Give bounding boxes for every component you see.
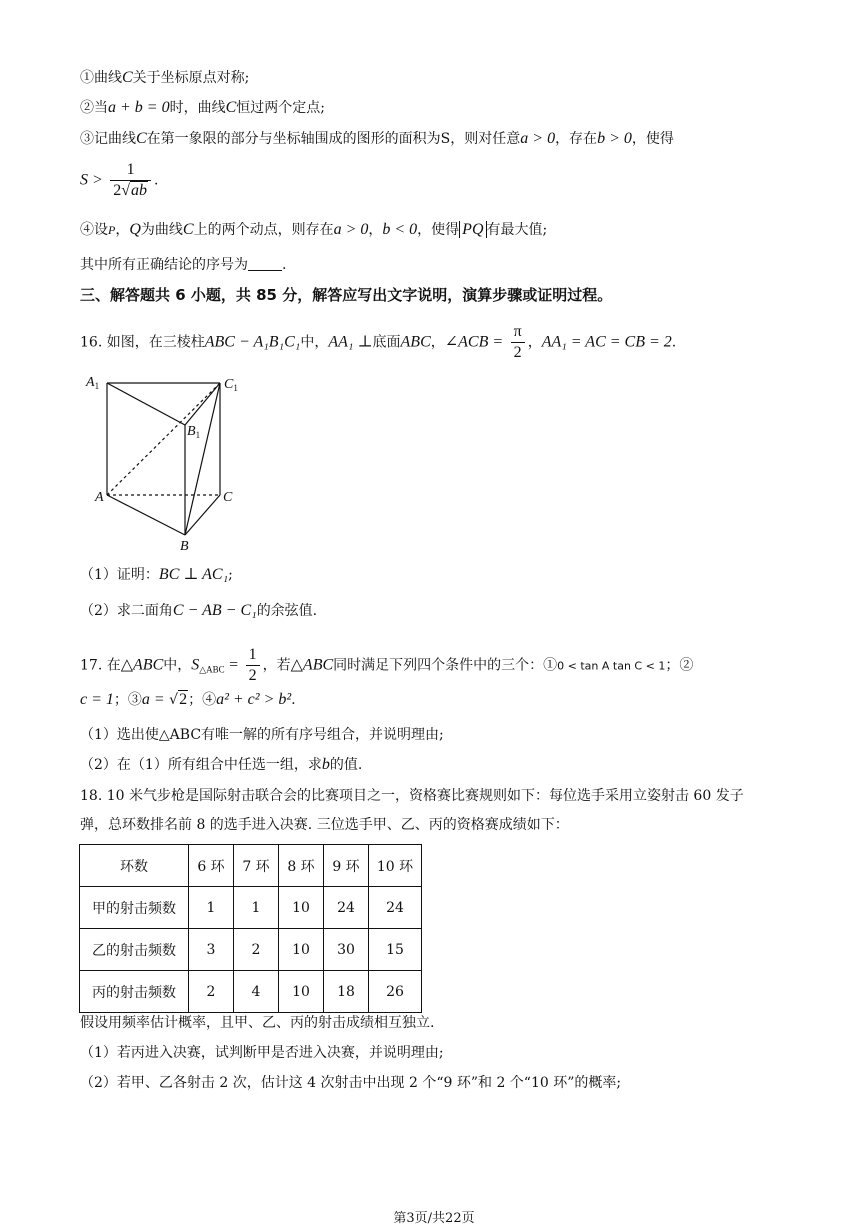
problem-17-q2: （2）在（1）所有组合中任选一组，求b的值.	[80, 756, 363, 773]
diagonal-bc1	[185, 383, 220, 535]
problem-18-line1: 18. 10 米气步枪是国际射击联合会的比赛项目之一，资格赛比赛规则如下：每位选手采用立姿射击 60 发子	[80, 788, 744, 804]
problem-16-q2: （2）求二面角C − AB − C₁的余弦值.	[80, 602, 318, 619]
statement-3-inequality: S > $\frac{1}{2√ab}$ .	[80, 161, 159, 199]
statement-1: ①曲线C关于坐标原点对称;	[80, 69, 250, 86]
table-cell: 3	[189, 929, 234, 971]
problem-18-line2: 弹，总环数排名前 8 的选手进入决赛. 三位选手甲、乙、丙的资格赛成绩如下：	[80, 817, 569, 833]
section-heading: 三、解答题共 6 小题，共 85 分，解答应写出文字说明，演算步骤或证明过程。	[80, 286, 613, 304]
table-header-row	[80, 845, 422, 887]
table-cell: 24	[369, 887, 422, 929]
problem-17-statement: 17. 在△ABC中，$S_{\triangle ABC}$ = $\frac{1}{2}$ ，若△ABC同时满足下列四个条件中的三个：①0 < tan A tan C < 1；②	[80, 646, 694, 684]
table-cell: 丙的射击频数	[80, 971, 189, 1013]
table-cell: 1	[234, 887, 279, 929]
scores-table	[79, 844, 422, 1013]
label-a: A	[95, 490, 104, 505]
edge-bc	[185, 495, 220, 535]
table-cell: 30	[324, 929, 369, 971]
table-row	[80, 887, 422, 929]
fraction-pi-over-2: $\frac{\pi}{2}$	[511, 322, 525, 363]
problem-18-q2: （2）若甲、乙各射击 2 次，估计这 4 次射击中出现 2 个“9 环”和 2 个“10 环”的概率;	[80, 1075, 622, 1091]
header-cell: 环数	[80, 845, 189, 887]
label-c: C	[223, 490, 233, 505]
fraction-half: $\frac{1}{2}$	[246, 645, 260, 686]
fraction: $\frac{1}{2√ab}$	[110, 160, 151, 201]
problem-17-q1: （1）选出使△ABC有唯一解的所有序号组合，并说明理由;	[80, 727, 444, 743]
statement-3: ③记曲线C在第一象限的部分与坐标轴围成的图形的面积为S，则对任意a > 0，存在b > 0，使得	[80, 130, 674, 147]
header-cell: 9 环	[324, 845, 369, 887]
header-cell: 7 环	[234, 845, 279, 887]
table-cell: 10	[279, 887, 324, 929]
table-cell: 乙的射击频数	[80, 929, 189, 971]
prism-figure	[80, 370, 260, 555]
table-cell: 18	[324, 971, 369, 1013]
problem-17-conditions: c = 1；③a = √2；④a² + c² > b².	[80, 691, 296, 708]
table-cell: 4	[234, 971, 279, 1013]
label-c1: $C_1$	[224, 377, 238, 393]
table-cell: 15	[369, 929, 422, 971]
label-b1: $B_1$	[187, 424, 201, 440]
problem-16-q1: （1）证明：BC ⊥ AC₁;	[80, 566, 233, 583]
statement-4: ④设P，Q为曲线C上的两个动点，则存在a > 0，b < 0，使得 PQ 有最大值;	[80, 221, 548, 238]
table-cell: 1	[189, 887, 234, 929]
table-cell: 2	[189, 971, 234, 1013]
table-cell: 10	[279, 971, 324, 1013]
table-cell: 甲的射击频数	[80, 887, 189, 929]
table-row	[80, 971, 422, 1013]
header-cell: 6 环	[189, 845, 234, 887]
problem-18-assumption: 假设用频率估计概率，且甲、乙、丙的射击成绩相互独立.	[80, 1015, 435, 1031]
problem-18-q1: （1）若丙进入决赛，试判断甲是否进入决赛，并说明理由;	[80, 1045, 444, 1061]
answer-prompt: 其中所有正确结论的序号为 .	[80, 257, 287, 273]
table-cell: 2	[234, 929, 279, 971]
page-footer: 第3页/共22页	[393, 1211, 475, 1226]
statement-2: ②当a + b = 0时，曲线C恒过两个定点;	[80, 99, 325, 116]
table-cell: 24	[324, 887, 369, 929]
table-row	[80, 929, 422, 971]
header-cell: 10 环	[369, 845, 422, 887]
edge-ab	[107, 495, 185, 535]
table-cell: 10	[279, 929, 324, 971]
edge-a1b1	[107, 383, 185, 425]
header-cell: 8 环	[279, 845, 324, 887]
label-b: B	[180, 539, 189, 554]
label-a1: $A_1$	[86, 375, 100, 391]
answer-blank	[248, 256, 282, 271]
problem-16-statement: 16. 如图，在三棱柱ABC − A₁B₁C₁中，AA₁ ⊥底面ABC，∠ACB = $\frac{\pi}{2}$ ，AA₁ = AC = CB = 2.	[80, 323, 677, 361]
table-cell: 26	[369, 971, 422, 1013]
diagonal-ac1-hidden	[107, 383, 220, 495]
